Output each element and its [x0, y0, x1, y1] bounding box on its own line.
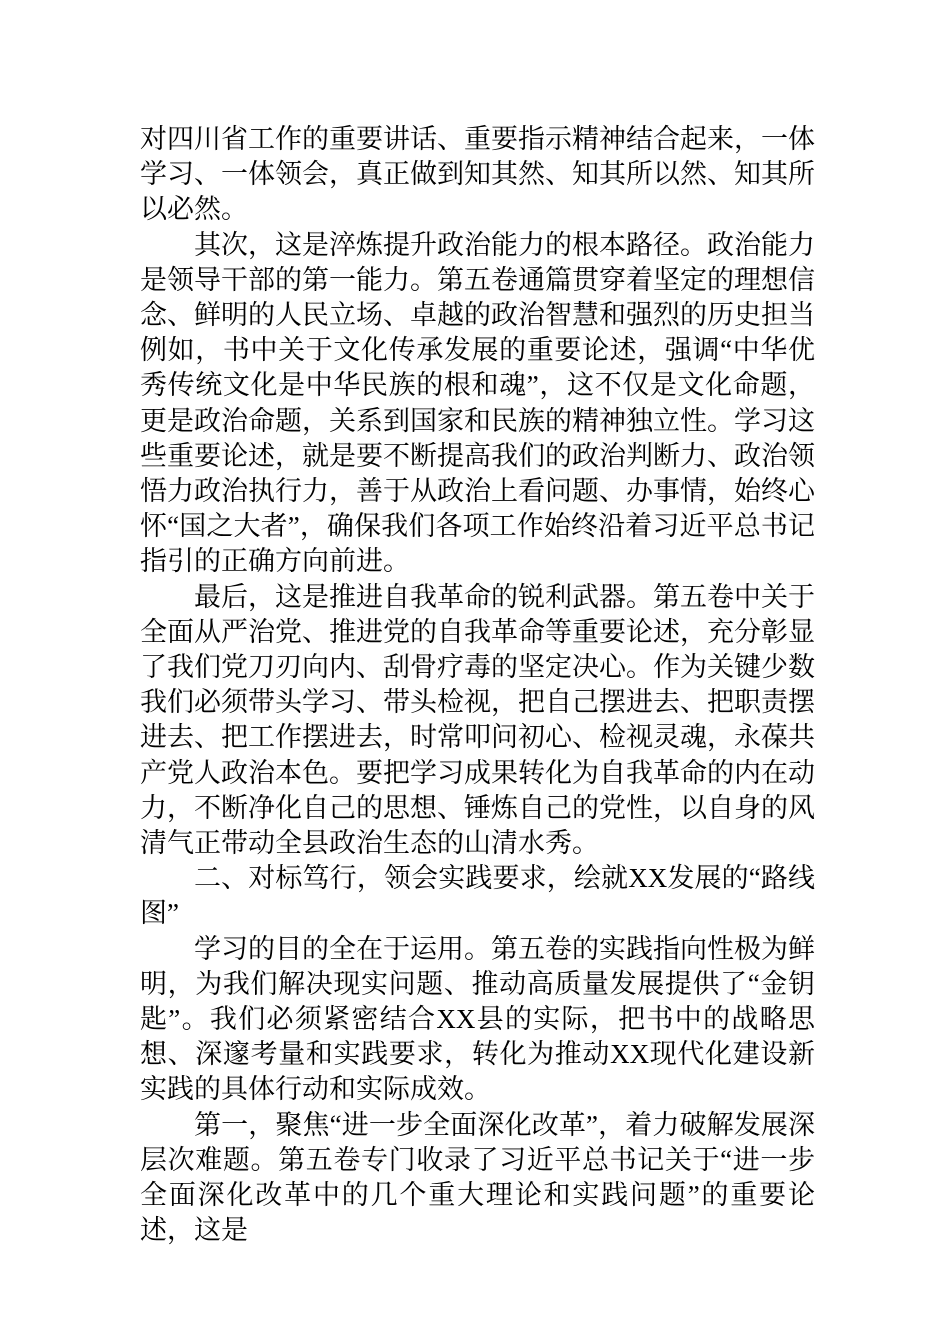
paragraph: 第一，聚焦“进一步全面深化改革”，着力破解发展深层次难题。第五卷专门收录了习近平总书记关于“进一步全面深化改革中的几个重大理论和实践问题”的重要论述，这是	[140, 1109, 815, 1246]
document-body	[140, 122, 815, 1249]
paragraph: 最后，这是推进自我革命的锐利武器。第五卷中关于全面从严治党、推进党的自我革命等重要论述，充分彰显了我们党刀刃向内、刮骨疗毒的坚定决心。作为关键少数我们必须带头学习、带头检视，把自己摆进去、把职责摆进去、把工作摆进去，时常叩问初心、检视灵魂，永葆共产党人政治本色。要把学习成果转化为自我革命的内在动力，不断净化自己的思想、锤炼自己的党性，以自身的风清气正带动全县政治生态的山清水秀。	[140, 581, 815, 859]
section-heading: 二、对标笃行，领会实践要求，绘就XX发展的“路线图”	[140, 863, 815, 929]
paragraph: 学习的目的全在于运用。第五卷的实践指向性极为鲜明，为我们解决现实问题、推动高质量发展提供了“金钥匙”。我们必须紧密结合XX县的实际，把书中的战略思想、深邃考量和实践要求，转化为推动XX现代化建设新实践的具体行动和实际成效。	[140, 933, 815, 1105]
paragraph: 对四川省工作的重要讲话、重要指示精神结合起来，一体学习、一体领会，真正做到知其然、知其所以然、知其所以必然。	[140, 124, 815, 225]
paragraph: 其次，这是淬炼提升政治能力的根本路径。政治能力是领导干部的第一能力。第五卷通篇贯穿着坚定的理想信念、鲜明的人民立场、卓越的政治智慧和强烈的历史担当例如，书中关于文化传承发展的重要论述，强调“中华优秀传统文化是中华民族的根和魂”，这不仅是文化命题，更是政治命题，关系到国家和民族的精神独立性。学习这些重要论述，就是要不断提高我们的政治判断力、政治领悟力政治执行力，善于从政治上看问题、办事情，始终心怀“国之大者”，确保我们各项工作始终沿着习近平总书记指引的正确方向前进。	[140, 229, 815, 577]
